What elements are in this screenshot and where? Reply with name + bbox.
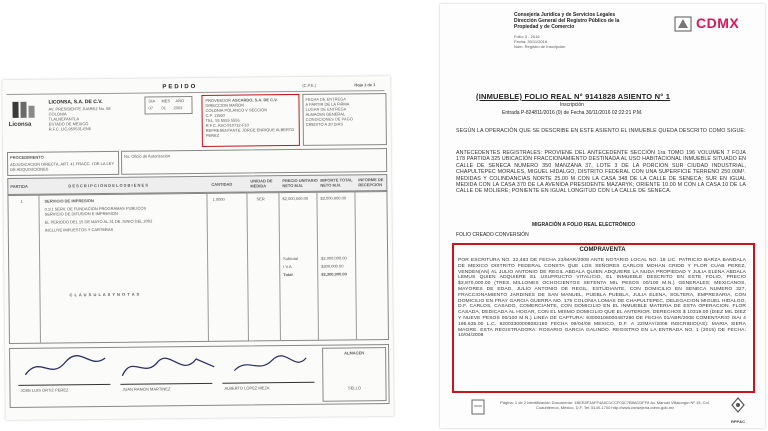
items-table-header: PARTIDA D E S C R I P C I O N D E L O S B I E N E S CANTIDAD UNIDAD DE MEDIDA PRECIO UNITARIO NETO M.N. IMPORTE TOTAL NETO M.N. INFORME DE RECEPCION xyxy=(7,174,387,196)
item-detail: 0.1/1 SERV. DE FUNDACION PROGRAMAS PUBLICOS SERVICIO DE DIFUSION E IMPRESION EL PERIODO DEL 15 DE MAYO AL 31 DE JUNIO DEL 2002 INCLUYE IMPUESTOS Y CARTERAS xyxy=(44,205,153,233)
signature-name-3: ALBERTO LOPEZ MEZA xyxy=(224,385,270,391)
pedido-number-label: (C.P.E.) xyxy=(302,82,317,88)
procedimiento-box: PROCEDIMIENTO ADJUDICACION DIRECTA, ART. 41 FRACC. I DE LA LEY DE ADQUISICIONES xyxy=(7,151,119,176)
company-name: LICONSA, S.A. DE C.V. xyxy=(48,98,103,106)
company-address-4: ESTADO DE MEXICO xyxy=(48,121,89,127)
inscripcion-label: Inscripción xyxy=(560,102,584,108)
entrega-box: FECHA DE ENTREGA A PARTIR DE LA FIRMA LUGAR DE ENTREGA ALMACEN GENERAL CONDICIONES DE PAGO CREDITO A 20 DIAS xyxy=(302,93,387,146)
signature-2 xyxy=(118,349,218,382)
signature-1 xyxy=(20,352,110,383)
signature-3 xyxy=(230,352,310,379)
compraventa-heading: COMPRAVENTA xyxy=(579,247,626,253)
rppyc-logo-icon: RPP&C xyxy=(724,396,752,422)
cdmx-logo-text: CDMX xyxy=(696,15,740,31)
totals-labels: Subtotal I.V.A. Total xyxy=(283,255,298,278)
compraventa-paragraph: POR ESCRITURA NO. 32,483 DE FECHA 23/MAR/2008 ANTE NOTARIO LOCAL NO. 18 LIC. PATRICIO BARZA BANDALA DE MEXICO DISTRITO FEDERAL CONSTA QUE LOS SEÑORES CARLOS MOHAN CRIDD Y FLOR CUAB PEREZ, VENDEN(AN) AL JULIO ANTONIO DE REGIL ABDALA QUIEN ADQUIERE LA NUDA PROPIEDAD Y JULIA ELENA ABDALA LEMUS QUIEN ADQUIERE EL USUFRUCTO VITALICIO, EL INMUEBLE DESCRITO EN ESTE FOLIO, PRECIO $3,870,000.00 (TRES MILLONES OCHOCIENTOS SETENTA MIL PESOS 00/100 M.N.) GENERALES: MEXICANOS, MAYORES DE EDAD, JULIO ANTONIO DE REGIL, ESTUDIANTE, CON DOMICILIO EN SENECA NUMERO 327, FRACCIONAMIENTO JARDINES DE SAN MANUEL, PUEBLA PUEBLA, JULIA ELENA, SOLTERA, EMPRESARIA, CON DOMICILIO EN FRAY GARCIA GUERRA NO. 175 COLONIA LOMAS DE CHAPULTEPEC, DELEGACION MIGUEL HIDALGO, D.F. CARLOS, CASADO, COMERCIANTE, CON DOMICILIO EN EL INMUEBLE MATERIA DE ESTA OPERACION. FLOR CASADA, DEDICADA AL HOGAR, CON EL MISMO DOMICILIO QUE EL ANTERIOR. DERECHOS $ 10319.00 (DIEZ MIL DIEZ Y NUEVE PESOS 00/100 M.N.) LINEA DE CAPTURA: 93000108000487280 DE FECHA 01/ABR/2008 COMENTARIO ISAI 4 195.635.00 L.C. 92003300008082180 FECHA 09/04/08 MEXICO, D.F. A 22/MAY/2008 INSCRIBIO(AS): MARIA SIERA MAGRE. ESTA REGISTRADORA: ROSARIO GARCIA GALINDO. REGISTRO EN LA ENTRADA NO. 1 (2015) DE FECHA: 10/04/2008 xyxy=(458,258,746,339)
table-row: 1 SERVICIO DE IMPRESION 1.0000 SER $2,000,000.00 $2,000,000.00 xyxy=(20,195,347,204)
entrada-line: Entrada P-824811/2016 (0) de Fecha 30/11/2016 02:22:21 P.M. xyxy=(502,110,643,116)
clausulas-heading: C L A U S U L A S Y N O T A S xyxy=(69,291,140,298)
almacen-box: ALMACEN SELLO xyxy=(322,347,387,402)
pedido-document xyxy=(2,76,394,420)
folio-creado-line: FOLIO CREADO CONVERSIÓN xyxy=(456,232,529,238)
folio-real-number: (INMUEBLE) FOLIO REAL N° 9141828 ASIENTO N° 1 xyxy=(476,92,671,101)
signature-section xyxy=(9,344,390,408)
folio-real-document xyxy=(440,4,765,428)
signature-name-2: JUAN RAMON MARTINEZ xyxy=(122,386,171,392)
issuer-small-print: Folio: 3 - 2016 Fecha: 30/11/2016 Núm. Registro de Inscripción xyxy=(514,34,566,49)
proveedor-block: PROVEEDOR ASCARDO, S.A. DE C.V. DIRECCION MAÑON COLONIA POLANCO V SECCION C.P. 11560 TEL. 55 5555 5555 R.F.C. ASC-910712-F10 REPRESENTANTE JORGE ENRIQUE ALBERTO PEREZ xyxy=(205,97,295,138)
company-address-3: TLALNEPANTLA xyxy=(48,116,80,122)
pedido-page-count: Hoja 1 de 1 xyxy=(354,82,376,88)
cdmx-crest-icon xyxy=(674,16,692,32)
company-address-1: AV. PRESIDENTE JUAREZ No. 58 xyxy=(48,105,111,112)
antecedentes-paragraph: ANTECEDENTES REGISTRALES: PROVIENE DEL ANTECEDENTE SECCIÓN 1ra TOMO 196 VOLUMEN 7 FOJA 178 PARTIDA 325 UBICACIÓN FRACCIONAMIENTO DESTINADA AL USO HABITACIONAL INMUEBLE SITUADO EN CALLE DE SENECA NUMERO 350 MANZANA 37, LOTE 3 DE LA PORCION SUR CIUDAD INDUSTRIAL, CHAPULTEPEC MORALES, MIGUEL HIDALGO, DISTRITO FEDERAL CON UNA SUPERFICIE TERRENO 250.00M². MEDIDAS Y COLINDANCIAS NORTE 25.00 M CON LA CASA 348 DE LA CALLE DE SENECA; SUR EN IGUAL MEDIDA CON LA CASA 370 DE LA AVENIDA PRESIDENTE MAZARYK; ORIENTE 10.00 M CON LA CASA 10 DE LA CALLE DE MOLIERE; PONIENTE EN IGUAL LONGITUD CON LA CALLE DE SENECA. xyxy=(456,150,746,195)
autorizacion-box: No. Oficio de Autorización xyxy=(121,148,387,175)
migracion-heading: MIGRACIÓN A FOLIO REAL ELECTRÓNICO xyxy=(532,222,636,228)
date-box: DIA MES AÑO 07 01 2002 xyxy=(144,96,192,115)
footer-text: Página: 1 de 2 Identificación Documento: 1BEE8F3AFF4A0C1CCF03C7B8ACDFF8 Av. Manuel Villalongín Nº 15, Col. Cuauhtémoc, México, D.F. Tel: 5140-1700 http://www.consejeria.cdmx.gob.mx xyxy=(500,400,710,410)
items-table-body xyxy=(7,190,389,344)
company-rfc: R.F.C. LIC-950531-EN5 xyxy=(48,126,92,132)
liconsa-logo-text: Liconsa xyxy=(8,121,32,128)
signature-name-1: JOSE LUIS ORTIZ PEREZ xyxy=(20,387,69,393)
issuer-header: Consejería Jurídica y de Servicios Legales Dirección General del Registro Público de la Propiedad y de Comercio xyxy=(514,12,620,30)
footer-seal-icon xyxy=(470,398,486,416)
pedido-title: PEDIDO xyxy=(162,83,198,91)
company-address-2: COLONIA xyxy=(48,111,67,117)
intro-paragraph: SEGÚN LA OPERACIÓN QUE SE DESCRIBE EN ESTE ASIENTO EL INMUEBLE QUEDA DESCRITO COMO SIGUE: xyxy=(456,128,746,134)
totals-values: $2,000,000.00 $300,000.00 $2,300,000.00 xyxy=(321,255,347,277)
